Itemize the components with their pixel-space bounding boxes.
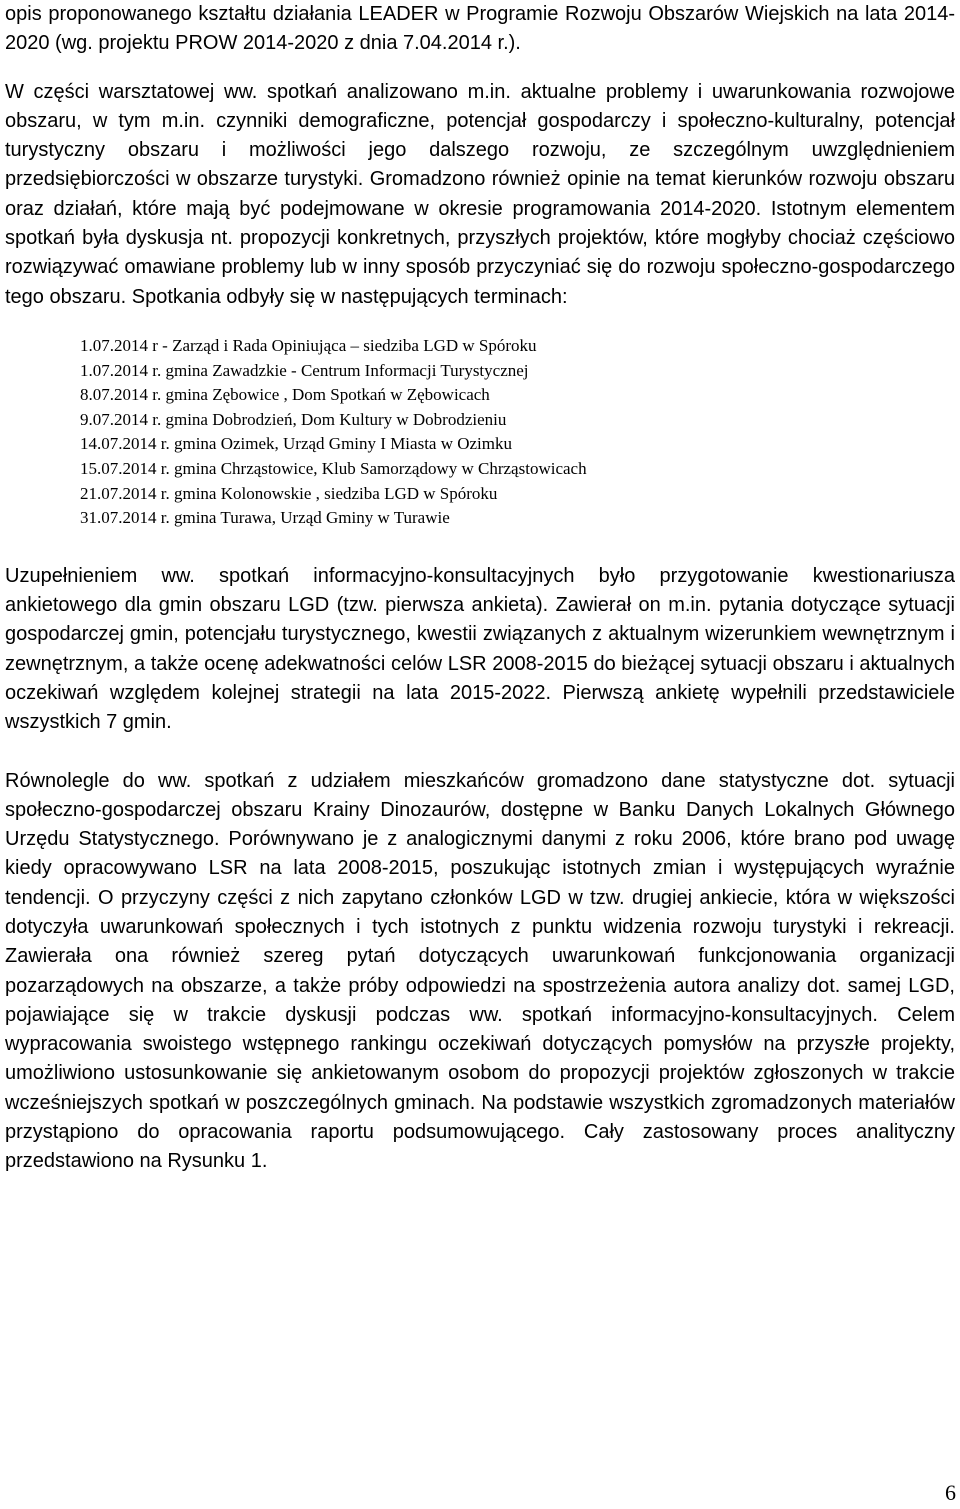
paragraph-questionnaire: Uzupełnieniem ww. spotkań informacyjno-konsultacyjnych było przygotowanie kwestionariusza ankietowego dla gmin obszaru LGD (tzw. pierwsza ankieta). Zawierał on m.in. pytania dotyczące sytuacji gospodarczej gmin, potencjału turystycznego, kwestii związanych z aktualnym wizerunkiem wewnętrznym i zewnętrznym, a także ocenę adekwatności celów LSR 2008-2015 do bieżącej sytuacji obszaru i aktualnych oczekiwań względem kolejnej strategii na lata 2015-2022. Pierwszą ankietę wypełnili przedstawiciele wszystkich 7 gmin. (5, 564, 955, 734)
paragraph-workshops: W części warsztatowej ww. spotkań analizowano m.in. aktualne problemy i uwarunkowania rozwojowe obszaru, w tym m.in. czynniki demograficzne, potencjał gospodarczy i społeczno-kulturalny, potencjał turystyczny obszaru i możliwości jego dalszego rozwoju, ze szczególnym uwzględnieniem przedsiębiorczości w obszarze turystyki. Gromadzono również opinie na temat kierunków rozwoju obszaru oraz działań, które mają być podejmowane w okresie programowania 2014-2020. Istotnym elementem spotkań była dyskusja nt. propozycji konkretnych, przyszłych projektów, które mogłyby chociaż częściowo rozwiązywać omawiane problemy lub w inny sposób przyczyniać się do rozwoju społeczno-gospodarczego tego obszaru. Spotkania odbyły się w następujących terminach: (5, 80, 955, 308)
document-page (5, 0, 955, 1177)
paragraph-statistics: Równolegle do ww. spotkań z udziałem mieszkańców gromadzono dane statystyczne dot. sytuacji społeczno-gospodarczej obszaru Krainy Dinozaurów, dostępne w Banku Danych Lokalnych Głównego Urzędu Statystycznego. Porównywano je z analogicznymi danymi z roku 2006, które brano pod uwagę kiedy opracowywano LSR na lata 2008-2015, poszukując istotnych zmian i występujących wyraźnie tendencji. O przyczyny części z nich zapytano członków LGD w tzw. drugiej ankiecie, która w większości dotyczyła uwarunkowań społecznych i tych istotnych z punktu widzenia rozwoju turystyki i rekreacji. Zawierała ona również szereg pytań dotyczących uwarunkowań funkcjonowania organizacji pozarządowych na obszarze, a także próby odpowiedzi na spostrzeżenia autora analizy dot. samej LGD, pojawiające się w trakcie dyskusji podczas ww. spotkań informacyjno-konsultacyjnych. Celem wypracowania swoistego wstępnego rankingu oczekiwań dotyczących pomysłów na przyszłe projekty, umożliwiono ustosunkowanie się ankietowanym osobom do propozycji projektów zgłoszonych w trakcie wcześniejszych spotkań w poszczególnych gminach. Na podstawie wszystkich zgromadzonych materiałów przystąpiono do opracowania raportu podsumowującego. Cały zastosowany proces analityczny przedstawiono na Rysunku 1. (5, 769, 955, 1173)
meeting-schedule-list (5, 334, 955, 531)
meeting-item: 8.07.2014 r. gmina Zębowice , Dom Spotkań w Zębowicach (80, 385, 490, 405)
meeting-item: 1.07.2014 r - Zarząd i Rada Opiniująca – siedziba LGD w Spóroku (80, 335, 537, 355)
meeting-item: 31.07.2014 r. gmina Turawa, Urząd Gminy w Turawie (80, 508, 450, 528)
meeting-item: 9.07.2014 r. gmina Dobrodzień, Dom Kultury w Dobrodzieniu (80, 409, 507, 429)
paragraph-intro: opis proponowanego kształtu działania LEADER w Programie Rozwoju Obszarów Wiejskich na lata 2014-2020 (wg. projektu PROW 2014-2020 z dnia 7.04.2014 r.). (5, 3, 955, 55)
page-number: 6 (945, 1480, 956, 1505)
meeting-item: 15.07.2014 r. gmina Chrząstowice, Klub Samorządowy w Chrząstowicach (80, 458, 587, 478)
meeting-item: 14.07.2014 r. gmina Ozimek, Urząd Gminy I Miasta w Ozimku (80, 434, 513, 454)
meeting-item: 21.07.2014 r. gmina Kolonowskie , siedziba LGD w Spóroku (80, 483, 498, 503)
meeting-item: 1.07.2014 r. gmina Zawadzkie - Centrum Informacji Turystycznej (80, 360, 529, 380)
